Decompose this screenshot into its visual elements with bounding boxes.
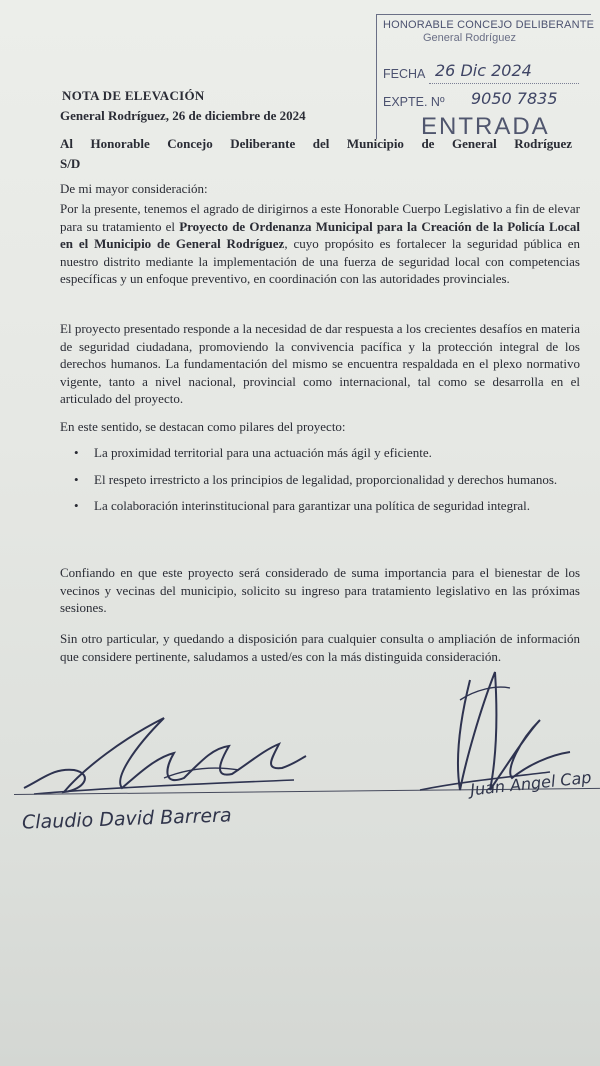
letter-date: General Rodríguez, 26 de diciembre de 2024 (60, 108, 306, 123)
project-name-bold: Proyecto de Ordenanza Municipal para la Creación de la Policía Local en el Municipio de General Rodríguez (60, 218, 581, 252)
paragraph-intro-end: , cuyo propósito es fortalecer la seguridad pública en nuestro distrito mediante la implementación de una fuerza de seguridad local con competencias específicas y un enfoque preventivo, en coordinación con las autoridades provinciales. (60, 236, 580, 287)
stamp-status: ENTRADA (421, 113, 550, 140)
right-signer-name: Juan Angel Cap (469, 767, 593, 800)
paragraph-intro-start: Por la presente, tenemos el agrado de dirigirnos a este Honorable Cuerpo Legislativo a fin de elevar para su tratamiento el (60, 201, 580, 234)
stamp-expte-label: EXPTE. Nº (383, 95, 445, 109)
stamp-fecha-value: 26 Dic 2024 (435, 61, 532, 80)
bullet-dot-icon: • (74, 498, 79, 514)
stamp-expte-value: 9050 7835 (471, 89, 558, 108)
pillars-list (60, 444, 580, 524)
list-item: • La colaboración interinstitucional para garantizar una política de seguridad integral. (74, 498, 531, 514)
bullet-dot-icon: • (74, 471, 79, 487)
paragraph-request: Confiando en que este proyecto será considerado de suma importancia para el bienestar de los vecinos y vecinas del municipio, solicito su ingreso para tratamiento legislativo en las próximas sesiones. (60, 565, 580, 616)
letter-title: NOTA DE ELEVACIÓN (62, 88, 205, 103)
list-item: • El respeto irrestricto a los principios de legalidad, proporcionalidad y derechos humanos. (74, 471, 558, 487)
left-signer-name: Claudio David Barrera (21, 804, 232, 834)
paragraph-closing: Sin otro particular, y quedando a disposición para cualquier consulta o ampliación de información que considere pertinente, saludamos a usted/es con la más distinguida consideración. (60, 631, 580, 664)
letter-greeting: De mi mayor consideración: (60, 181, 208, 196)
stamp-fecha-line (429, 83, 579, 84)
stamp-institution: HONORABLE CONCEJO DELIBERANTE (383, 19, 595, 31)
reception-stamp (376, 14, 595, 140)
letter-sd: S/D (60, 156, 81, 171)
bullet-dot-icon: • (74, 445, 79, 460)
stamp-fecha-label: FECHA (383, 67, 426, 81)
list-item: • La proximidad territorial para una actuación más ágil y eficiente. (74, 445, 432, 460)
paragraph-justification: El proyecto presentado responde a la necesidad de dar respuesta a los crecientes desafíos en materia de seguridad ciudadana, promoviendo la convivencia pacífica y la protección integral de los derechos humanos. La fundamentación del mismo se encuentra respaldada en el plexo normativo vigente, tanto a nivel nacional, provincial como internacional, tal como se desarrolla en el articulado del proyecto. (60, 321, 580, 407)
paragraph-pillars-intro: En este sentido, se destacan como pilares del proyecto: (60, 419, 346, 434)
stamp-location: General Rodríguez (423, 32, 516, 44)
letter-addressee: Al Honorable Concejo Deliberante del Municipio de General Rodríguez (60, 136, 572, 151)
paragraph-intro (60, 200, 580, 288)
